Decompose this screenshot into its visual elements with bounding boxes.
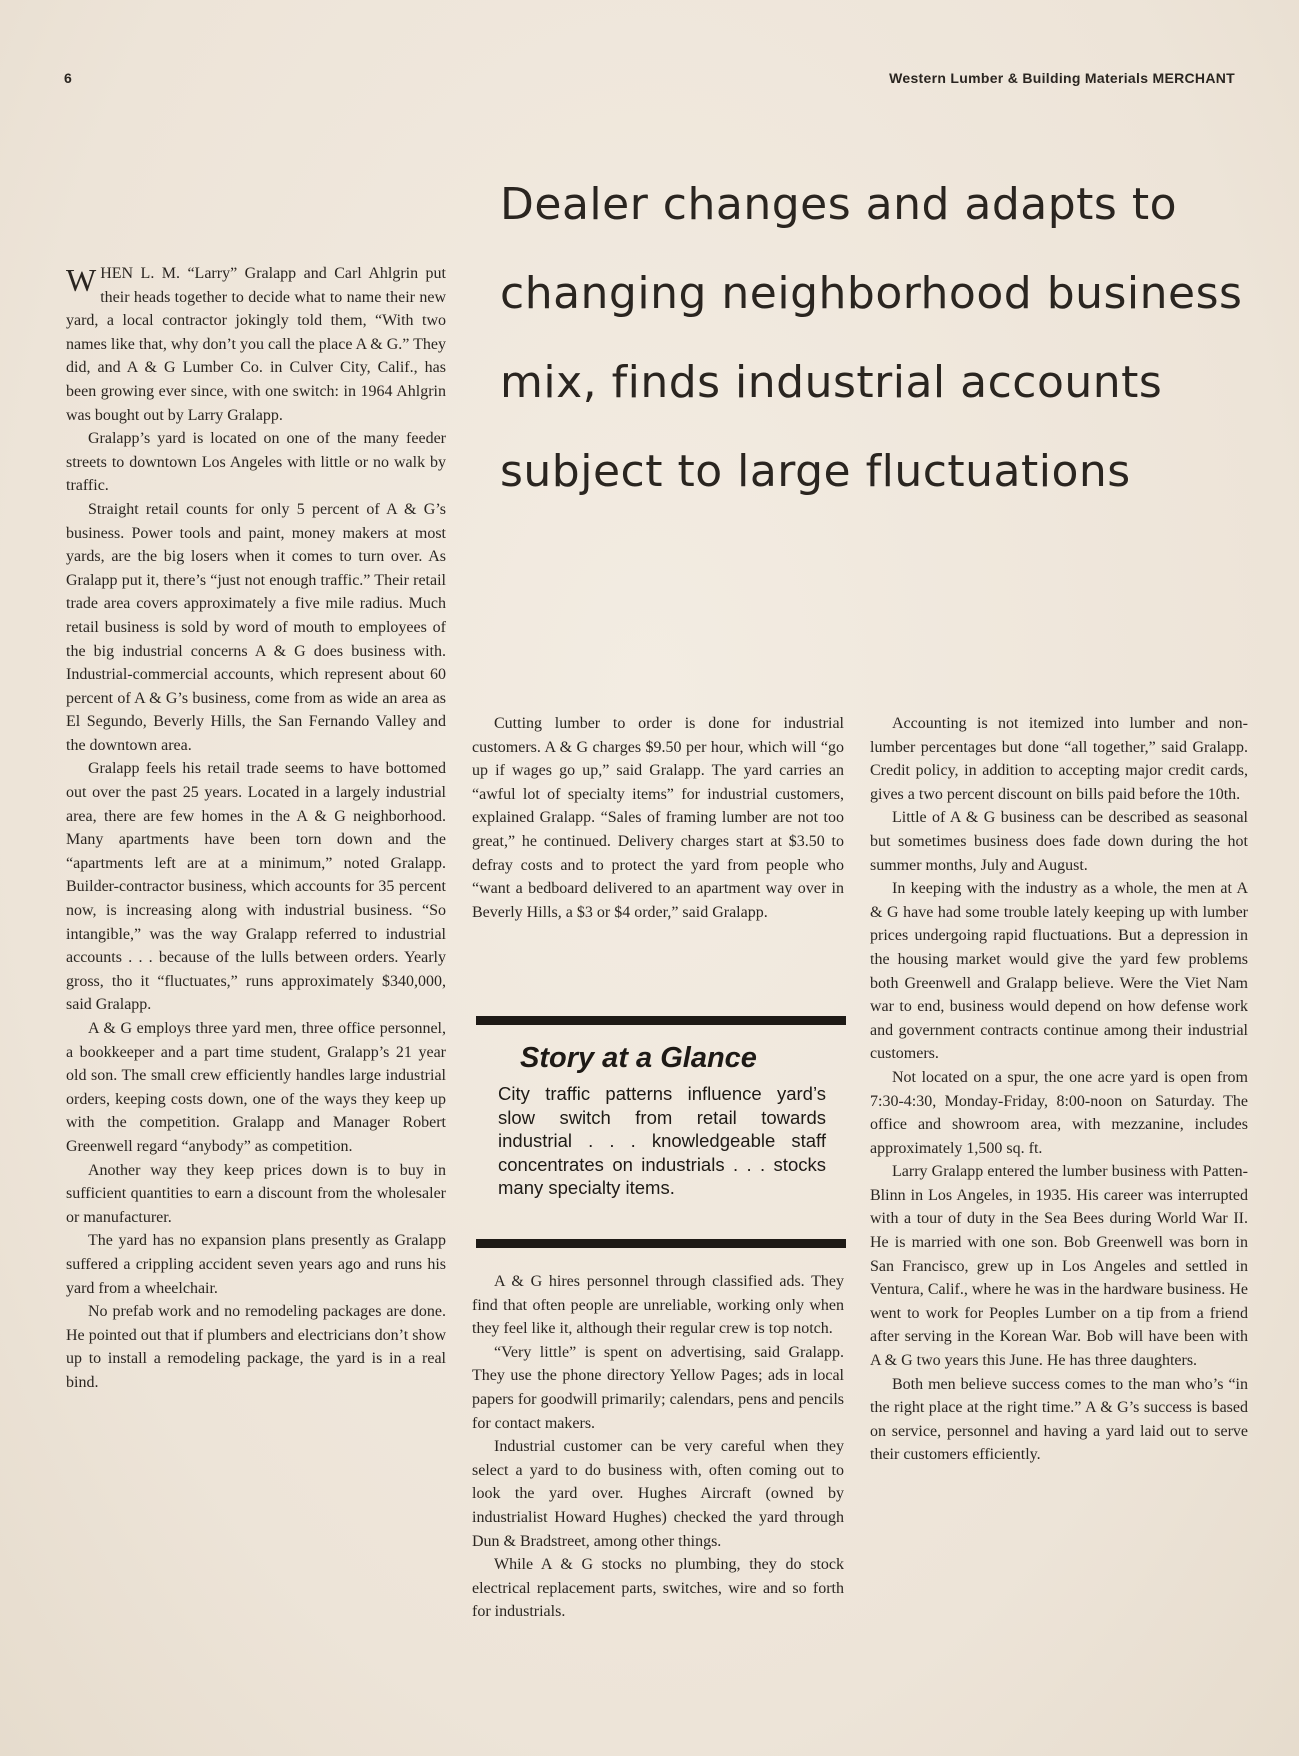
article-paragraph: No prefab work and no remodeling packages are done. He pointed out that if plumbers and electricians don’t show up to install a remodeling package, the yard is in a real bind.: [66, 1303, 446, 1391]
article-paragraph: Larry Gralapp entered the lumber business with Patten-Blinn in Los Angeles, in 1935. His career was interrupted with a tour of duty in the Sea Bees during World War II. He is married with one son. Bob Greenwell was born in San Francisco, grew up in Los Angeles and settled in Ventura, Calif., where he was in the hardware business. He went to work for Peoples Lumber on a tip from a friend after serving in the Korean War. Bob will have been with A & G two years this June. He has three daughters.: [870, 1163, 1248, 1370]
article-paragraph: The yard has no expansion plans presently as Gralapp suffered a crippling accident seven years ago and runs his yard from a wheelchair.: [66, 1232, 446, 1297]
article-paragraph: While A & G stocks no plumbing, they do stock electrical replacement parts, switches, wire and so forth for industrials.: [472, 1556, 844, 1621]
story-at-a-glance-box: [476, 1016, 846, 1248]
article-paragraph: Another way they keep prices down is to buy in sufficient quantities to earn a discount from the wholesaler or manufacturer.: [66, 1161, 446, 1226]
article-paragraph: Cutting lumber to order is done for industrial customers. A & G charges $9.50 per hour, which will “go up if wages go up,” said Gralapp. The yard carries an “awful lot of specialty items” for industrial customers, explained Gralapp. “Sales of framing lumber are not too great,” he continued. Delivery charges start at $3.50 to defray costs and to protect the yard from people who “want a bedboard delivered to an apartment way over in Beverly Hills, a $3 or $4 order,” said Gralapp.: [472, 715, 844, 921]
publication-title: Western Lumber & Building Materials MERCHANT: [889, 70, 1235, 86]
article-paragraph: Gralapp feels his retail trade seems to have bottomed out over the past 25 years. Located in a largely industrial area, there are few homes in the A & G neighborhood. Many apartments have been torn down and the “apartments left are at a minimum,” noted Gralapp. Builder-contractor business, which accounts for 35 percent now, is increasing along with industrial business. “So intangible,” was the way Gralapp referred to industrial accounts . . . because of the lulls between orders. Yearly gross, tho it “fluctuates,” runs approximately $340,000, said Gralapp.: [66, 760, 446, 1014]
article-paragraph: Not located on a spur, the one acre yard is open from 7:30-4:30, Monday-Friday, 8:00-noon on Saturday. The office and showroom area, with mezzanine, includes approximately 1,500 sq. ft.: [870, 1068, 1248, 1157]
glance-bottom-rule: [476, 1239, 846, 1248]
article-paragraph: Accounting is not itemized into lumber and non-lumber percentages but done “all together,” said Gralapp. Credit policy, in addition to accepting major credit cards, gives a two percent discount on bills paid before the 10th.: [870, 715, 1248, 803]
headline-line: subject to large fluctuations: [500, 446, 1131, 497]
article-column-1: [66, 262, 446, 1395]
article-column-2-bottom: [472, 1270, 844, 1624]
glance-text: City traffic patterns influence yard’s slow switch from retail towards industrial . . . knowledgeable staff concentrates on industrials . . . stocks many specialty items.: [498, 1083, 826, 1198]
article-column-3: [870, 712, 1248, 1467]
paragraph-text: HEN L. M. “Larry” Gralapp and Carl Ahlgrin put their heads together to decide what to name their new yard, a local contractor jokingly told them, “With two names like that, why don’t you call the place A & G.” They did, and A & G Lumber Co. in Culver City, Calif., has been growing ever since, with one switch: in 1964 Ahlgrin was bought out by Larry Gralapp.: [66, 265, 446, 424]
article-paragraph: A & G hires personnel through classified ads. They find that often people are unreliable, working only when they feel like it, although their regular crew is top notch.: [472, 1273, 844, 1338]
article-paragraph: Little of A & G business can be described as seasonal but sometimes business does fade down during the hot summer months, July and August.: [870, 809, 1248, 874]
article-paragraph: [66, 262, 446, 427]
page-number: 6: [64, 70, 72, 86]
glance-top-rule: [476, 1016, 846, 1025]
article-headline: [500, 160, 1243, 516]
headline-line: changing neighborhood business: [500, 268, 1243, 319]
article-column-2-top: [472, 712, 844, 924]
article-paragraph: In keeping with the industry as a whole, the men at A & G have had some trouble lately keeping up with lumber prices undergoing rapid fluctuations. But a depression in the housing market would give the yard few problems both Greenwell and Gralapp believe. Were the Viet Nam war to end, business would depend on how defense work and government contracts continue among their industrial customers.: [870, 880, 1248, 1063]
article-paragraph: “Very little” is spent on advertising, said Gralapp. They use the phone directory Yellow Pages; ads in local papers for goodwill primarily; calendars, pens and pencils for contact makers.: [472, 1343, 844, 1432]
article-paragraph: Straight retail counts for only 5 percent of A & G’s business. Power tools and paint, money makers at most yards, are the big losers when it comes to turn over. As Gralapp put it, there’s “just not enough traffic.” Their retail trade area covers approximately a five mile radius. Much retail business is sold by word of mouth to employees of the big industrial concerns A & G does business with. Industrial-commercial accounts, which represent about 60 percent of A & G’s business, come from as wide an area as El Segundo, Beverly Hills, the San Fernando Valley and the downtown area.: [66, 500, 446, 754]
headline-line: mix, finds industrial accounts: [500, 357, 1163, 408]
article-paragraph: A & G employs three yard men, three office personnel, a bookkeeper and a part time student, Gralapp’s 21 year old son. The small crew efficiently handles large industrial orders, keeping costs down, one of the ways they keep up with the competition. Gralapp and Manager Robert Greenwell regard “anybody” as competition.: [66, 1020, 446, 1155]
article-paragraph: Industrial customer can be very careful when they select a yard to do business with, often coming out to look the yard over. Hughes Aircraft (owned by industrialist Howard Hughes) checked the yard through Dun & Bradstreet, among other things.: [472, 1438, 844, 1550]
headline-line: Dealer changes and adapts to: [500, 179, 1178, 230]
glance-title: Story at a Glance: [520, 1042, 757, 1074]
article-paragraph: Gralapp’s yard is located on one of the many feeder streets to downtown Los Angeles with little or no walk by traffic.: [66, 430, 446, 495]
article-paragraph: Both men believe success comes to the man who’s “in the right place at the right time.” A & G’s success is based on service, personnel and having a yard laid out to serve their customers efficiently.: [870, 1375, 1248, 1464]
drop-cap: W: [66, 262, 97, 298]
